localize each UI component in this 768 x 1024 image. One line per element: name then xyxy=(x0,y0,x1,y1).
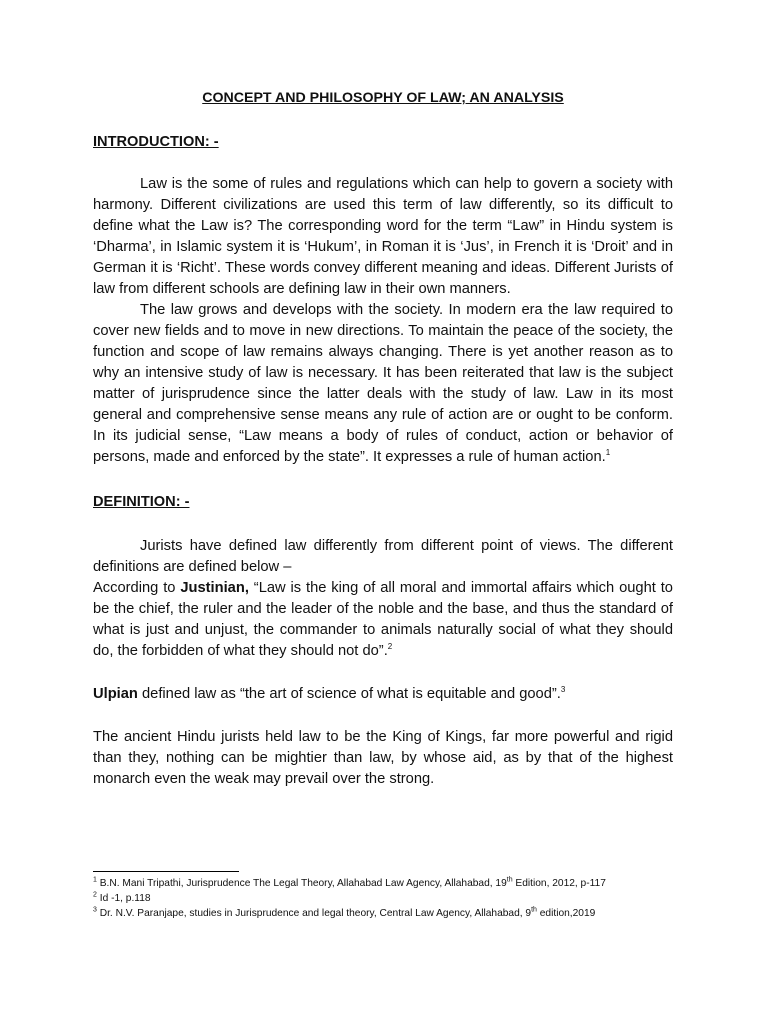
footnote-2: $^2$ Id -1, p.118 xyxy=(93,891,151,904)
justinian-name: Justinian, xyxy=(180,580,249,596)
ulpian-name: Ulpian xyxy=(93,686,138,702)
definition-intro-paragraph: Jurists have defined law differently from different point of views. The different definitions are defined below – xyxy=(93,538,673,575)
justinian-definition: According to Justinian, “Law is the king of all moral and immortal affairs which ought to be the chief, the ruler and the leader of the noble and the base, and thus the standard of what is just and unjust, the commander to animals naturally social of what they should do, the forbidden of what they should not do”.$^2$ xyxy=(93,580,673,659)
footnote-3: $^3$ Dr. N.V. Paranjape, studies in Jurisprudence and legal theory, Central Law Agency, Allahabad, 9th edition,2019 xyxy=(93,906,596,919)
footnote-divider xyxy=(93,871,239,872)
footnote-ref-1: 1 xyxy=(605,448,611,458)
ulpian-definition: Ulpian defined law as “the art of science of what is equitable and good”.$^3$ xyxy=(93,685,566,702)
footnote-ref-3: 3 xyxy=(560,685,566,695)
definition-heading: DEFINITION: - xyxy=(93,494,190,510)
introduction-paragraph-1: Law is the some of rules and regulations which can help to govern a society with harmony. Different civilizations are used this term of law differently, so its difficult to define what the Law is? The corresponding word for the term “Law” in Hindu system is ‘Dharma’, in Islamic system it is ‘Hukum’, in Roman it is ‘Jus’, in French it is ‘Droit’ and in German it is ‘Richt’. These words convey different meaning and ideas. Different Jurists of law from different schools are defining law in their own manners. xyxy=(93,176,673,297)
footnotes-section xyxy=(93,871,683,921)
introduction-heading: INTRODUCTION: - xyxy=(93,134,219,150)
hindu-jurists-paragraph: The ancient Hindu jurists held law to be the King of Kings, far more powerful and rigid than they, nothing can be mightier than law, by whose aid, as by that of the highest monarch even the weak may prevail over the strong. xyxy=(93,729,673,787)
footnote-1: $^1$ B.N. Mani Tripathi, Jurisprudence The Legal Theory, Allahabad Law Agency, Allahabad, 19th Edition, 2012, p-117 xyxy=(93,876,606,889)
document-page xyxy=(93,88,673,790)
footnote-ref-2: 2 xyxy=(387,642,393,652)
page-title: CONCEPT AND PHILOSOPHY OF LAW; AN ANALYSIS xyxy=(202,90,564,106)
introduction-paragraph-2: The law grows and develops with the society. In modern era the law required to cover new fields and to move in new directions. To maintain the peace of the society, the function and scope of law remains always changing. There is yet another reason as to why an intensive study of law is necessary. It has been reiterated that law is the subject matter of jurisprudence since the latter deals with the study of law. Law in its most general and comprehensive sense means any rule of action are or ought to be conform. In its judicial sense, “Law means a body of rules of conduct, action or behavior of persons, made and enforced by the state”. It expresses a rule of human action.$^1$ xyxy=(93,302,673,465)
